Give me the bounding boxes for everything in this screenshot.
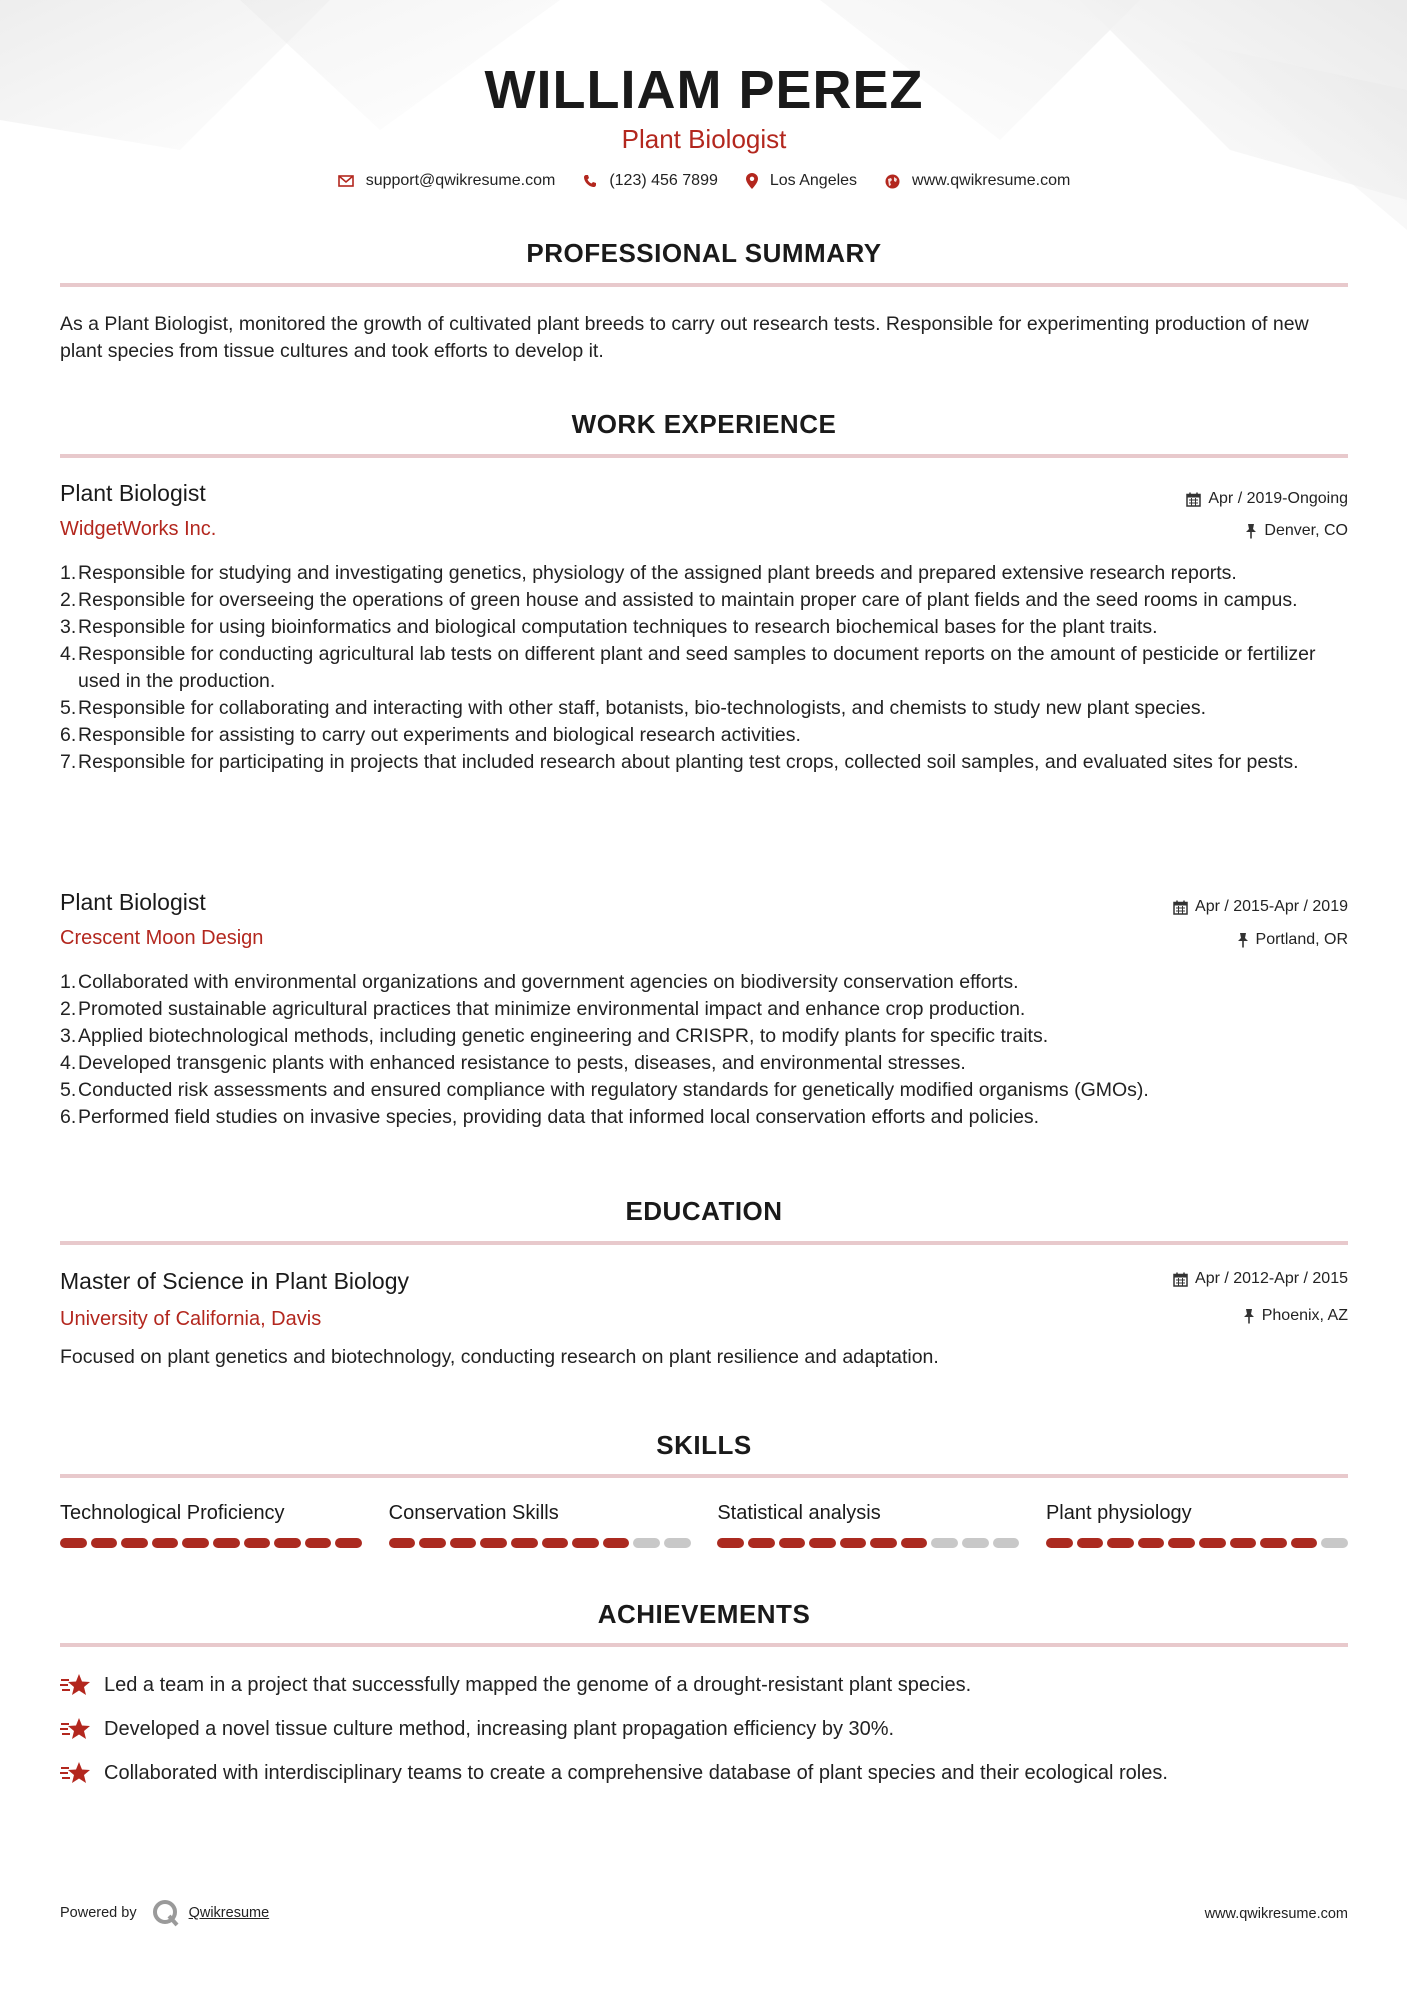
- skill-dot-filled: [389, 1538, 416, 1548]
- list-text: Responsible for studying and investigating genetics, physiology of the assigned plant breeds and prepared extensive research reports.: [78, 562, 1237, 584]
- skill-dot-filled: [542, 1538, 569, 1548]
- list-item: [60, 1104, 1348, 1131]
- candidate-name: WILLIAM PEREZ: [484, 60, 924, 120]
- footer-powered-by: [60, 1898, 269, 1928]
- skill-name: Technological Proficiency: [60, 1502, 285, 1524]
- list-item: [60, 560, 1348, 587]
- skill-dot-filled: [603, 1538, 630, 1548]
- skill-dot-filled: [809, 1538, 836, 1548]
- list-item: [60, 969, 1348, 996]
- list-item: [60, 1023, 1348, 1050]
- list-number: 4.: [60, 1052, 77, 1074]
- education-dates-text: Apr / 2012-Apr / 2015: [1195, 1270, 1348, 1287]
- email-text: support@qwikresume.com: [365, 172, 556, 189]
- skills-divider: [60, 1474, 1348, 1478]
- phone-icon: [583, 174, 597, 188]
- list-item: [60, 749, 1348, 776]
- experience-divider: [60, 454, 1348, 458]
- list-text: Responsible for conducting agricultural lab tests on different plant and seed samples to document reports on the amount of pesticide or fertilizer used in the production.: [78, 643, 1316, 692]
- list-item: [60, 996, 1348, 1023]
- skill-item: [389, 1500, 691, 1548]
- skill-dot-filled: [121, 1538, 148, 1548]
- skills-grid: [60, 1500, 1348, 1548]
- education-divider: [60, 1241, 1348, 1245]
- contact-bar: [60, 172, 1348, 190]
- list-item: [60, 641, 1348, 695]
- skill-dot-filled: [60, 1538, 87, 1548]
- skill-dot-filled: [274, 1538, 301, 1548]
- skill-dot-filled: [1107, 1538, 1134, 1548]
- skill-dot-filled: [1046, 1538, 1073, 1548]
- star-icon: [60, 1672, 92, 1698]
- skill-rating: [717, 1538, 1019, 1548]
- calendar-icon: [1186, 492, 1201, 507]
- experience-heading: WORK EXPERIENCE: [571, 409, 837, 439]
- skill-dot-filled: [840, 1538, 867, 1548]
- job-location-text: Denver, CO: [1264, 522, 1348, 539]
- summary-divider: [60, 283, 1348, 287]
- company-name: WidgetWorks Inc.: [60, 518, 217, 540]
- skill-dot-empty: [664, 1538, 691, 1548]
- job-responsibilities: [60, 560, 1348, 776]
- list-number: 5.: [60, 697, 77, 719]
- list-number: 1.: [60, 562, 77, 584]
- skill-dot-filled: [1138, 1538, 1165, 1548]
- list-number: 5.: [60, 1079, 77, 1101]
- skill-dot-empty: [931, 1538, 958, 1548]
- pushpin-icon: [1245, 523, 1257, 539]
- list-number: 2.: [60, 589, 77, 611]
- skill-rating: [389, 1538, 691, 1548]
- pushpin-icon: [1237, 932, 1249, 948]
- achievement-text: Led a team in a project that successfully mapped the genome of a drought-resistant plant species.: [104, 1673, 972, 1696]
- skill-dot-filled: [244, 1538, 271, 1548]
- skill-dot-filled: [152, 1538, 179, 1548]
- job-location-text: Portland, OR: [1255, 931, 1348, 948]
- job-dates-text: Apr / 2019-Ongoing: [1208, 490, 1348, 507]
- star-icon: [60, 1760, 92, 1786]
- contact-website[interactable]: [885, 172, 1070, 190]
- summary-text: As a Plant Biologist, monitored the growth of cultivated plant breeds to carry out research tests. Responsible for experimenting production of new plant species from tissue cultures and took efforts to develop it.: [60, 313, 1309, 362]
- education-location: [1243, 1307, 1348, 1325]
- job-dates: [1173, 898, 1348, 916]
- skill-dot-filled: [1199, 1538, 1226, 1548]
- skill-dot-filled: [419, 1538, 446, 1548]
- skill-dot-filled: [1260, 1538, 1287, 1548]
- skill-name: Conservation Skills: [388, 1502, 559, 1524]
- skill-dot-filled: [901, 1538, 928, 1548]
- company-name: Crescent Moon Design: [60, 927, 264, 949]
- list-text: Promoted sustainable agricultural practices that minimize environmental impact and enhance crop production.: [78, 998, 1026, 1020]
- list-number: 3.: [60, 616, 77, 638]
- achievements-heading: ACHIEVEMENTS: [597, 1599, 811, 1629]
- skill-dot-filled: [717, 1538, 744, 1548]
- list-text: Conducted risk assessments and ensured compliance with regulatory standards for genetically modified organisms (GMOs).: [78, 1079, 1149, 1101]
- education-description: Focused on plant genetics and biotechnology, conducting research on plant resilience and adaptation.: [60, 1346, 939, 1368]
- job-location: [1245, 522, 1348, 540]
- list-text: Collaborated with environmental organizations and government agencies on biodiversity conservation efforts.: [78, 971, 1019, 993]
- skill-dot-filled: [450, 1538, 477, 1548]
- skill-item: [60, 1500, 362, 1548]
- skill-dot-filled: [182, 1538, 209, 1548]
- list-number: 6.: [60, 1106, 77, 1128]
- list-number: 3.: [60, 1025, 77, 1047]
- footer-website[interactable]: www.qwikresume.com: [1204, 1906, 1348, 1922]
- degree-title: Master of Science in Plant Biology: [60, 1268, 410, 1294]
- calendar-icon: [1173, 900, 1188, 915]
- list-item: [60, 722, 1348, 749]
- skill-dot-filled: [305, 1538, 332, 1548]
- skill-dot-empty: [1321, 1538, 1348, 1548]
- achievement-text: Developed a novel tissue culture method, increasing plant propagation efficiency by 30%.: [104, 1717, 895, 1740]
- website-text: www.qwikresume.com: [912, 172, 1071, 189]
- education-location-text: Phoenix, AZ: [1261, 1307, 1348, 1324]
- skill-dot-empty: [633, 1538, 660, 1548]
- job-location: [1237, 931, 1348, 949]
- list-number: 2.: [60, 998, 77, 1020]
- list-text: Responsible for participating in projects that included research about planting test crops, collected soil samples, and evaluated sites for pests.: [78, 751, 1299, 773]
- list-item: [60, 1050, 1348, 1077]
- list-item: [60, 695, 1348, 722]
- resume-header: [60, 58, 1348, 156]
- job-title: Plant Biologist: [60, 889, 206, 915]
- job-dates: [1186, 490, 1348, 508]
- job-responsibilities: [60, 969, 1348, 1131]
- skill-rating: [1046, 1538, 1348, 1548]
- map-pin-icon: [746, 173, 758, 189]
- job-dates-text: Apr / 2015-Apr / 2019: [1195, 898, 1348, 915]
- contact-email[interactable]: [338, 172, 556, 190]
- skill-dot-filled: [870, 1538, 897, 1548]
- skill-dot-filled: [1077, 1538, 1104, 1548]
- phone-text: (123) 456 7899: [609, 172, 718, 189]
- skill-dot-filled: [511, 1538, 538, 1548]
- skill-name: Statistical analysis: [717, 1502, 881, 1524]
- powered-by-label: Powered by: [60, 1905, 137, 1921]
- skills-heading: SKILLS: [656, 1430, 752, 1460]
- list-item: [60, 614, 1348, 641]
- achievement-item: [60, 1760, 1168, 1786]
- summary-heading: PROFESSIONAL SUMMARY: [526, 238, 882, 268]
- list-number: 7.: [60, 751, 77, 773]
- qwikresume-link[interactable]: Qwikresume: [188, 1905, 270, 1921]
- education-dates: [1173, 1270, 1348, 1288]
- list-item: [60, 587, 1348, 614]
- list-text: Developed transgenic plants with enhanced resistance to pests, diseases, and environmental stresses.: [78, 1052, 966, 1074]
- skill-item: [1046, 1500, 1348, 1548]
- calendar-icon: [1173, 1272, 1188, 1287]
- skill-dot-empty: [962, 1538, 989, 1548]
- skill-item: [717, 1500, 1019, 1548]
- achievement-item: [60, 1672, 971, 1698]
- skill-rating: [60, 1538, 362, 1548]
- list-number: 1.: [60, 971, 77, 993]
- skill-dot-filled: [1168, 1538, 1195, 1548]
- list-number: 4.: [60, 643, 77, 665]
- list-text: Responsible for collaborating and interacting with other staff, botanists, bio-technologists, and chemists to study new plant species.: [78, 697, 1207, 719]
- skill-dot-filled: [748, 1538, 775, 1548]
- skill-dot-filled: [480, 1538, 507, 1548]
- job-title: Plant Biologist: [60, 480, 206, 506]
- achievement-item: [60, 1716, 894, 1742]
- list-text: Responsible for assisting to carry out experiments and biological research activities.: [78, 724, 801, 746]
- contact-phone[interactable]: [583, 172, 718, 190]
- list-number: 6.: [60, 724, 77, 746]
- candidate-role: Plant Biologist: [621, 124, 787, 154]
- envelope-icon: [338, 175, 354, 187]
- list-text: Performed field studies on invasive species, providing data that informed local conservation efforts and policies.: [78, 1106, 1040, 1128]
- school-name: University of California, Davis: [60, 1308, 322, 1330]
- location-text: Los Angeles: [769, 172, 858, 189]
- list-item: [60, 1077, 1348, 1104]
- skill-name: Plant physiology: [1045, 1502, 1192, 1524]
- qwikresume-logo-icon: [151, 1898, 181, 1928]
- star-icon: [60, 1716, 92, 1742]
- achievement-text: Collaborated with interdisciplinary teams to create a comprehensive database of plant species and their ecological roles.: [104, 1761, 1168, 1784]
- contact-location: [746, 172, 857, 190]
- achievements-divider: [60, 1643, 1348, 1647]
- pushpin-icon: [1243, 1308, 1255, 1324]
- education-heading: EDUCATION: [625, 1196, 783, 1226]
- list-text: Responsible for using bioinformatics and biological computation techniques to research biochemical bases for the plant traits.: [78, 616, 1158, 638]
- skill-dot-filled: [572, 1538, 599, 1548]
- list-text: Applied biotechnological methods, including genetic engineering and CRISPR, to modify plants for specific traits.: [78, 1025, 1049, 1047]
- skill-dot-filled: [779, 1538, 806, 1548]
- skill-dot-filled: [1291, 1538, 1318, 1548]
- skill-dot-filled: [335, 1538, 362, 1548]
- skill-dot-filled: [1230, 1538, 1257, 1548]
- globe-icon: [885, 174, 900, 189]
- skill-dot-filled: [91, 1538, 118, 1548]
- skill-dot-empty: [993, 1538, 1020, 1548]
- skill-dot-filled: [213, 1538, 240, 1548]
- list-text: Responsible for overseeing the operations of green house and assisted to maintain proper care of plant fields and the seed rooms in campus.: [78, 589, 1298, 611]
